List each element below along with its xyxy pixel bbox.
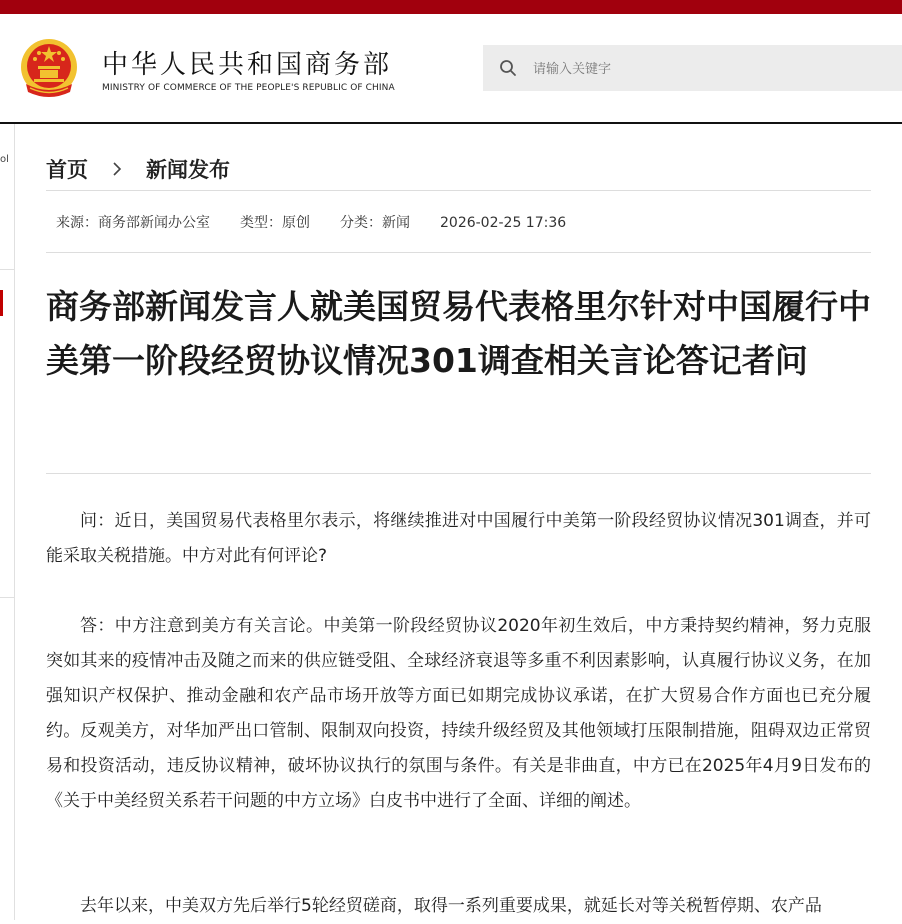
meta-source: 来源：商务部新闻办公室 (56, 215, 210, 231)
divider (46, 190, 871, 191)
site-header (0, 14, 902, 124)
chevron-right-icon (110, 162, 124, 176)
side-divider (0, 269, 14, 270)
side-divider (0, 597, 14, 598)
article-paragraph: 问：近日，美国贸易代表格里尔表示，将继续推进对中国履行中美第一阶段经贸协议情况301调查，并可能采取关税措施。中方对此有何评论? (46, 511, 871, 566)
article-paragraph: 答：中方注意到美方有关言论。中美第一阶段经贸协议2020年初生效后，中方秉持契约精神，努力克服突如其来的疫情冲击及随之而来的供应链受阻、全球经济衰退等多重不利因素影响，认真履行协议义务，在加强知识产权保护、推动金融和农产品市场开放等方面已如期完成协议承诺，在扩大贸易合作方面也已充分履约。反观美方，对华加严出口管制、限制双向投资，持续升级经贸及其他领域打压限制措施，阻碍双边正常贸易和投资活动，违反协议精神，破坏协议执行的氛围与条件。有关是非曲直，中方已在2025年4月9日发布的《关于中美经贸关系若干问题的中方立场》白皮书中进行了全面、详细的阐述。 (46, 616, 871, 811)
site-name-cn[interactable]: 中华人民共和国商务部 (102, 50, 393, 80)
article-meta (56, 212, 596, 232)
divider (46, 252, 871, 253)
search-icon[interactable] (499, 59, 517, 77)
search-box[interactable] (483, 45, 902, 91)
side-active-marker (0, 290, 3, 316)
left-side-panel (0, 124, 15, 920)
side-fragment-text: ol (0, 154, 9, 165)
meta-datetime: 2026-02-25 17:36 (440, 215, 567, 231)
breadcrumb (46, 154, 230, 184)
meta-type: 类型：原创 (240, 215, 310, 231)
meta-category: 分类：新闻 (340, 215, 410, 231)
national-emblem-icon[interactable] (20, 36, 78, 102)
article-title: 商务部新闻发言人就美国贸易代表格里尔针对中国履行中美第一阶段经贸协议情况301调查相关言论答记者问 (46, 287, 871, 380)
top-red-bar (0, 0, 902, 14)
site-name-en: MINISTRY OF COMMERCE OF THE PEOPLE'S REPUBLIC OF CHINA (102, 83, 395, 93)
breadcrumb-current[interactable]: 新闻发布 (146, 158, 230, 182)
article-paragraph: 去年以来，中美双方先后举行5轮经贸磋商，取得一系列重要成果，就延长对等关税暂停期、农产品 (80, 896, 822, 916)
breadcrumb-home[interactable]: 首页 (46, 158, 88, 182)
divider (46, 473, 871, 474)
search-input[interactable] (531, 45, 875, 93)
